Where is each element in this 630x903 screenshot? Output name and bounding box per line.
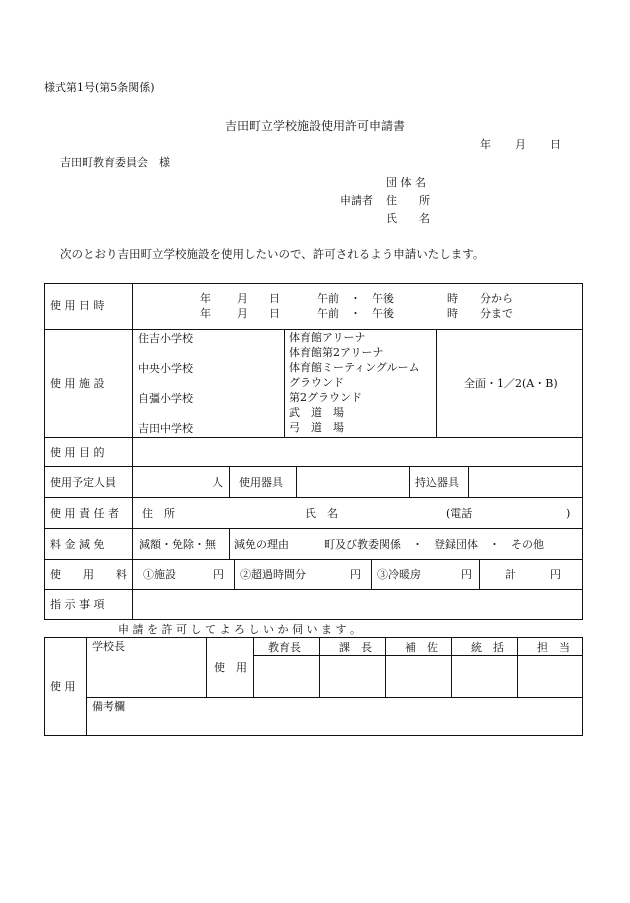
reduction-reason-label: 減免の理由	[234, 538, 289, 551]
room-meeting: 体育館ミーティングルーム	[289, 361, 420, 374]
responsible-label: 使 用 責 任 者	[50, 507, 119, 520]
phone-close: )	[566, 507, 571, 520]
fee-total-yen: 円	[550, 568, 561, 581]
approval-use-label: 使 用	[50, 680, 76, 693]
supervisor-label: 統 括	[471, 641, 504, 654]
fee-overtime: ②超過時間分	[240, 568, 306, 581]
principal-label: 学校長	[92, 640, 125, 653]
room-ground: グラウンド	[289, 376, 344, 389]
responsible-name-label: 氏 名	[305, 507, 338, 520]
fee-reduction-label: 料 金 減 免	[50, 538, 105, 551]
fee-total: 計	[505, 568, 516, 581]
school-yoshida-jhs: 吉田中学校	[138, 422, 193, 435]
fee-facility: ①施設	[143, 568, 176, 581]
room-ground-2: 第2グラウンド	[289, 391, 362, 404]
responsible-address-label: 住 所	[142, 507, 175, 520]
intro-text: 次のとおり吉田町立学校施設を使用したいので、許可されるよう申請いたします。	[60, 247, 485, 261]
instructions-label: 指 示 事 項	[50, 598, 105, 611]
assistant-label: 補 佐	[405, 641, 438, 654]
room-kyudojo: 弓 道 場	[289, 421, 344, 434]
fee-aircon-yen: 円	[461, 568, 472, 581]
purpose-label: 使 用 目 的	[50, 446, 105, 459]
facility-label: 使 用 施 設	[50, 377, 105, 390]
date-year: 年	[480, 138, 491, 151]
school-sumiyoshi: 住吉小学校	[138, 332, 193, 345]
in-charge-label: 担 当	[537, 641, 570, 654]
applicant-label: 申請者	[340, 194, 373, 207]
people-label: 使用予定人員	[50, 476, 116, 489]
org-name-label: 団 体 名	[386, 176, 426, 189]
school-chuo: 中央小学校	[138, 362, 193, 375]
section-chief-label: 課 長	[339, 641, 372, 654]
remarks-label: 備考欄	[92, 700, 125, 713]
fee-overtime-yen: 円	[350, 568, 361, 581]
date-day: 日	[550, 138, 561, 151]
fee-reduction-options: 減額・免除・無	[139, 538, 216, 551]
fee-label: 使 用 料	[50, 568, 127, 581]
room-arena-2: 体育館第2アリーナ	[289, 346, 384, 359]
document-title: 吉田町立学校施設使用許可申請書	[225, 119, 406, 133]
use-column-label: 使 用	[214, 661, 247, 674]
fee-facility-yen: 円	[213, 568, 224, 581]
phone-open: (電話	[446, 507, 473, 520]
date-month: 月	[515, 138, 526, 151]
school-jikyo: 自彊小学校	[138, 392, 193, 405]
equipment-label: 使用器具	[239, 476, 283, 489]
address-label: 住 所	[386, 194, 430, 207]
people-unit: 人	[212, 476, 223, 489]
carry-in-label: 持込器具	[415, 476, 459, 489]
form-number: 様式第1号(第5条関係)	[44, 81, 155, 94]
name-label: 氏 名	[386, 212, 430, 225]
fee-aircon: ③冷暖房	[377, 568, 421, 581]
datetime-label: 使 用 日 時	[50, 299, 105, 312]
room-budojo: 武 道 場	[289, 406, 344, 419]
board-head-label: 教育長	[268, 641, 301, 654]
facility-scope: 全面・1／2(A・B)	[464, 377, 558, 390]
addressee: 吉田町教育委員会 様	[60, 156, 170, 169]
room-arena: 体育館アリーナ	[289, 331, 366, 344]
reduction-reasons: 町及び教委関係 ・ 登録団体 ・ その他	[324, 538, 544, 551]
approval-request-text: 申 請 を 許 可 し て よ ろ し い か 伺 い ま す 。	[118, 623, 361, 636]
